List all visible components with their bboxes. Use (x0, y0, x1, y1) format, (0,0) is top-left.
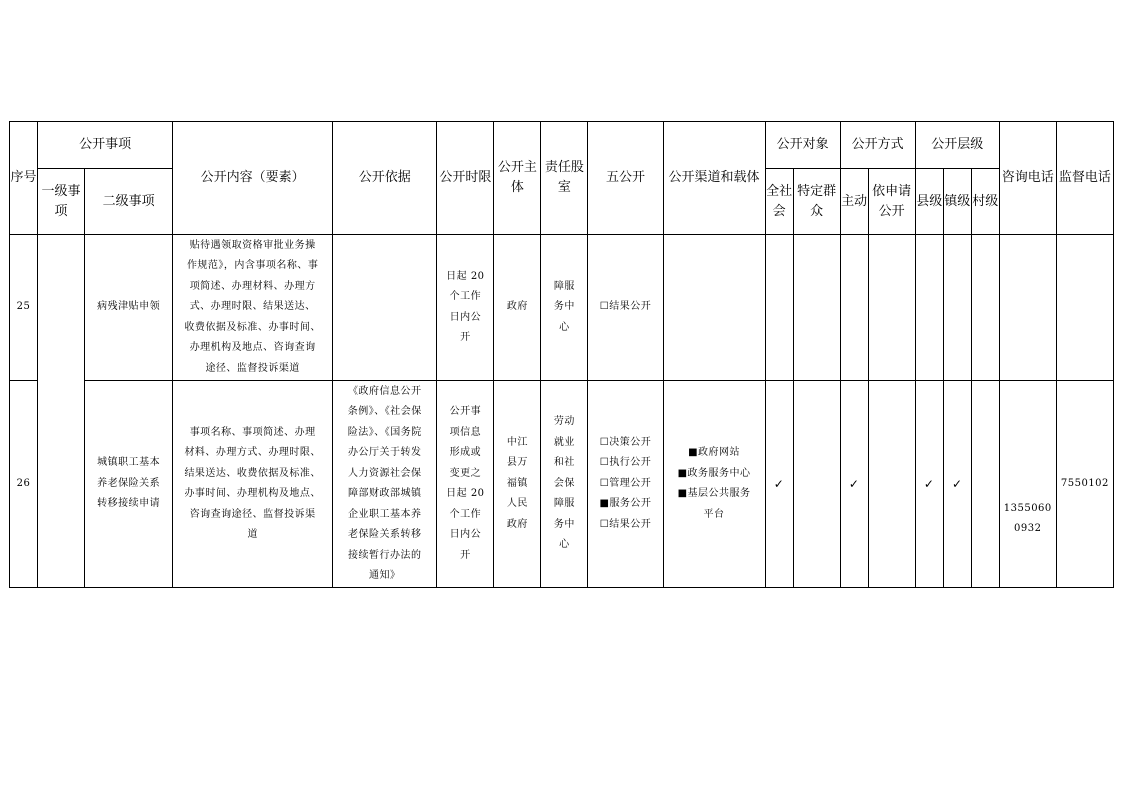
table-row (10, 235, 1114, 381)
text-line: 通知》 (369, 570, 401, 581)
text-line: 中江 (506, 436, 528, 448)
text-line: 接续暂行办法的 (348, 549, 422, 561)
checked-box-icon (678, 488, 688, 499)
text-line: 日起 20 (446, 270, 485, 282)
header-content: 公开内容（要素） (173, 122, 333, 235)
text-line: 日起 20 (446, 488, 485, 499)
row-content (173, 235, 333, 381)
unchecked-box-icon (600, 301, 609, 312)
checked-box-icon (599, 498, 609, 509)
text-line: 咨询查询途径、监督投诉渠 (189, 508, 316, 520)
text-line: 险法》、《国务院 (347, 426, 422, 438)
checkbox-item (664, 484, 765, 505)
text-line: 政府 (506, 518, 528, 530)
header-level1: 一级事项 (38, 169, 85, 235)
text-line: 办理机构及地点、咨询查询 (189, 342, 316, 354)
row-level-town (943, 235, 971, 381)
header-channel: 公开渠道和载体 (663, 122, 765, 235)
row-time-limit (437, 381, 494, 588)
row-target-all: ✓ (765, 381, 793, 588)
text-line: 办事时间、办理机构及地点、 (184, 488, 321, 499)
row-level2: 病残津贴申领 (85, 235, 173, 381)
checkbox-item (588, 515, 662, 536)
text-line: 心 (559, 321, 570, 333)
header-time-limit: 公开时限 (437, 122, 494, 235)
text-line: 人民 (506, 498, 528, 510)
row-level-village (971, 235, 999, 381)
row-level-village (971, 381, 999, 588)
row-target-specific (793, 235, 840, 381)
text-line: 公开事 (449, 406, 482, 417)
header-office: 责任股室 (541, 122, 588, 235)
text-line: 办公厅关于转发 (348, 447, 422, 458)
text-line: 开 (460, 549, 471, 561)
text-line: 养老保险关系 (97, 477, 161, 489)
text-line: 老保险关系转移 (348, 529, 422, 540)
text-line: 就业 (553, 436, 575, 448)
checkbox-label: 政务服务中心 (687, 467, 751, 479)
text-line: 会保 (553, 477, 575, 489)
text-line: 项信息 (449, 426, 482, 438)
row-five-open (588, 235, 663, 381)
row-consult-phone (999, 235, 1056, 381)
row-office (541, 381, 588, 588)
checkbox-label: 执行公开 (609, 457, 652, 469)
row-basis (333, 235, 437, 381)
header-consult-phone: 咨询电话 (999, 122, 1056, 235)
row-target-all (765, 235, 793, 381)
row-method-request (868, 381, 915, 588)
checkbox-item (664, 464, 765, 485)
text-line: 障部财政部城镇 (348, 488, 422, 499)
row-subject (494, 235, 541, 381)
header-target-specific: 特定群众 (793, 169, 840, 235)
checked-box-icon (678, 468, 688, 479)
unchecked-box-icon (600, 457, 609, 468)
checkbox-label: 决策公开 (609, 436, 652, 448)
text-line: 事项名称、事项简述、办理 (189, 426, 316, 438)
checkbox-label: 服务公开 (609, 498, 652, 510)
checked-box-icon (688, 447, 698, 458)
header-seq: 序号 (10, 122, 38, 235)
row-channels (663, 235, 765, 381)
text-line: 贴待遇领取资格审批业务操 (189, 239, 316, 251)
text-line: 务中 (553, 301, 575, 313)
header-level-village: 村级 (971, 169, 999, 235)
disclosure-table (9, 121, 1114, 588)
row-target-specific (793, 381, 840, 588)
checkbox-item (588, 453, 662, 474)
header-level-group: 公开层级 (915, 122, 999, 169)
text-line: 变更之 (449, 467, 482, 479)
unchecked-box-icon (600, 437, 609, 448)
row-supervise-phone (1056, 235, 1113, 381)
header-level2: 二级事项 (85, 169, 173, 235)
text-line: 日内公 (449, 529, 482, 540)
table-row (10, 381, 1114, 588)
row-office (541, 235, 588, 381)
text-line: 项简述、办理材料、办理方 (189, 280, 316, 292)
text-line: 作规范》，内含事项名称、事 (186, 260, 319, 272)
checkbox-label: 政府网站 (698, 447, 741, 458)
header-level-county: 县级 (915, 169, 943, 235)
row-content (173, 381, 333, 588)
row-level-county (915, 235, 943, 381)
row-channels (663, 381, 765, 588)
text-line: 福镇 (506, 477, 528, 489)
row-level2 (85, 381, 173, 588)
text-line: 人力资源社会保 (348, 467, 422, 479)
text-line: 条例》、《社会保 (347, 406, 422, 417)
row-seq: 26 (10, 381, 38, 588)
text-line: 开 (460, 332, 471, 343)
text-line: 和社 (553, 457, 575, 469)
header-five-open: 五公开 (588, 122, 663, 235)
text-line: 务中 (553, 518, 575, 530)
row-level1 (38, 235, 85, 588)
text-line: 收费依据及标准、办事时间、 (184, 321, 321, 333)
row-supervise-phone: 7550102 (1056, 381, 1113, 588)
text-line: 道 (247, 529, 258, 540)
text-line: 0932 (1014, 523, 1042, 534)
header-basis: 公开依据 (333, 122, 437, 235)
row-subject (494, 381, 541, 588)
checkbox-label: 基层公共服务 (687, 488, 751, 499)
row-method-request (868, 235, 915, 381)
row-seq: 25 (10, 235, 38, 381)
unchecked-box-icon (600, 478, 609, 489)
text-line: 县万 (506, 457, 528, 469)
text-line: 心 (559, 539, 570, 551)
checkbox-item (664, 443, 765, 464)
header-target-all: 全社会 (765, 169, 793, 235)
row-time-limit (437, 235, 494, 381)
checkbox-item (588, 474, 662, 495)
checkbox-label-cont: 平台 (703, 508, 725, 520)
row-basis (333, 381, 437, 588)
header-method-request: 依申请公开 (868, 169, 915, 235)
text-line: 城镇职工基本 (97, 457, 161, 469)
text-line: 企业职工基本养 (348, 508, 422, 520)
row-level-county: ✓ (915, 381, 943, 588)
checkbox-item (588, 297, 662, 318)
text-line: 个工作 (449, 291, 482, 302)
text-line: 材料、办理方式、办理时限、 (184, 447, 321, 458)
row-consult-phone (999, 381, 1056, 588)
header-level-town: 镇级 (943, 169, 971, 235)
header-method-group: 公开方式 (840, 122, 915, 169)
checkbox-label: 管理公开 (609, 477, 652, 489)
header-supervise-phone: 监督电话 (1056, 122, 1113, 235)
text-line: 《政府信息公开 (348, 385, 422, 397)
text-line: 障服 (553, 498, 575, 510)
header-item-group: 公开事项 (38, 122, 173, 169)
text-line: 劳动 (553, 416, 575, 428)
text-line: 障服 (553, 280, 575, 292)
row-method-active: ✓ (840, 381, 868, 588)
text-line: 政府 (506, 301, 528, 313)
text-line: 1355060 (1003, 502, 1052, 514)
row-method-active (840, 235, 868, 381)
text-line: 日内公 (449, 311, 482, 323)
text-line: 个工作 (449, 508, 482, 520)
text-line: 式、办理时限、结果送达、 (189, 301, 316, 313)
row-level-town: ✓ (943, 381, 971, 588)
row-five-open (588, 381, 663, 588)
checkbox-item (588, 494, 662, 515)
header-subject: 公开主体 (494, 122, 541, 235)
checkbox-label: 结果公开 (609, 301, 652, 313)
unchecked-box-icon (600, 519, 609, 530)
text-line: 途径、监督投诉渠道 (205, 362, 300, 374)
text-line: 形成或 (449, 447, 482, 458)
header-method-active: 主动 (840, 169, 868, 235)
header-target-group: 公开对象 (765, 122, 840, 169)
text-line: 转移接续申请 (97, 498, 161, 510)
checkbox-label: 结果公开 (609, 518, 652, 530)
text-line: 结果送达、收费依据及标准、 (184, 467, 321, 479)
checkbox-item (588, 433, 662, 454)
